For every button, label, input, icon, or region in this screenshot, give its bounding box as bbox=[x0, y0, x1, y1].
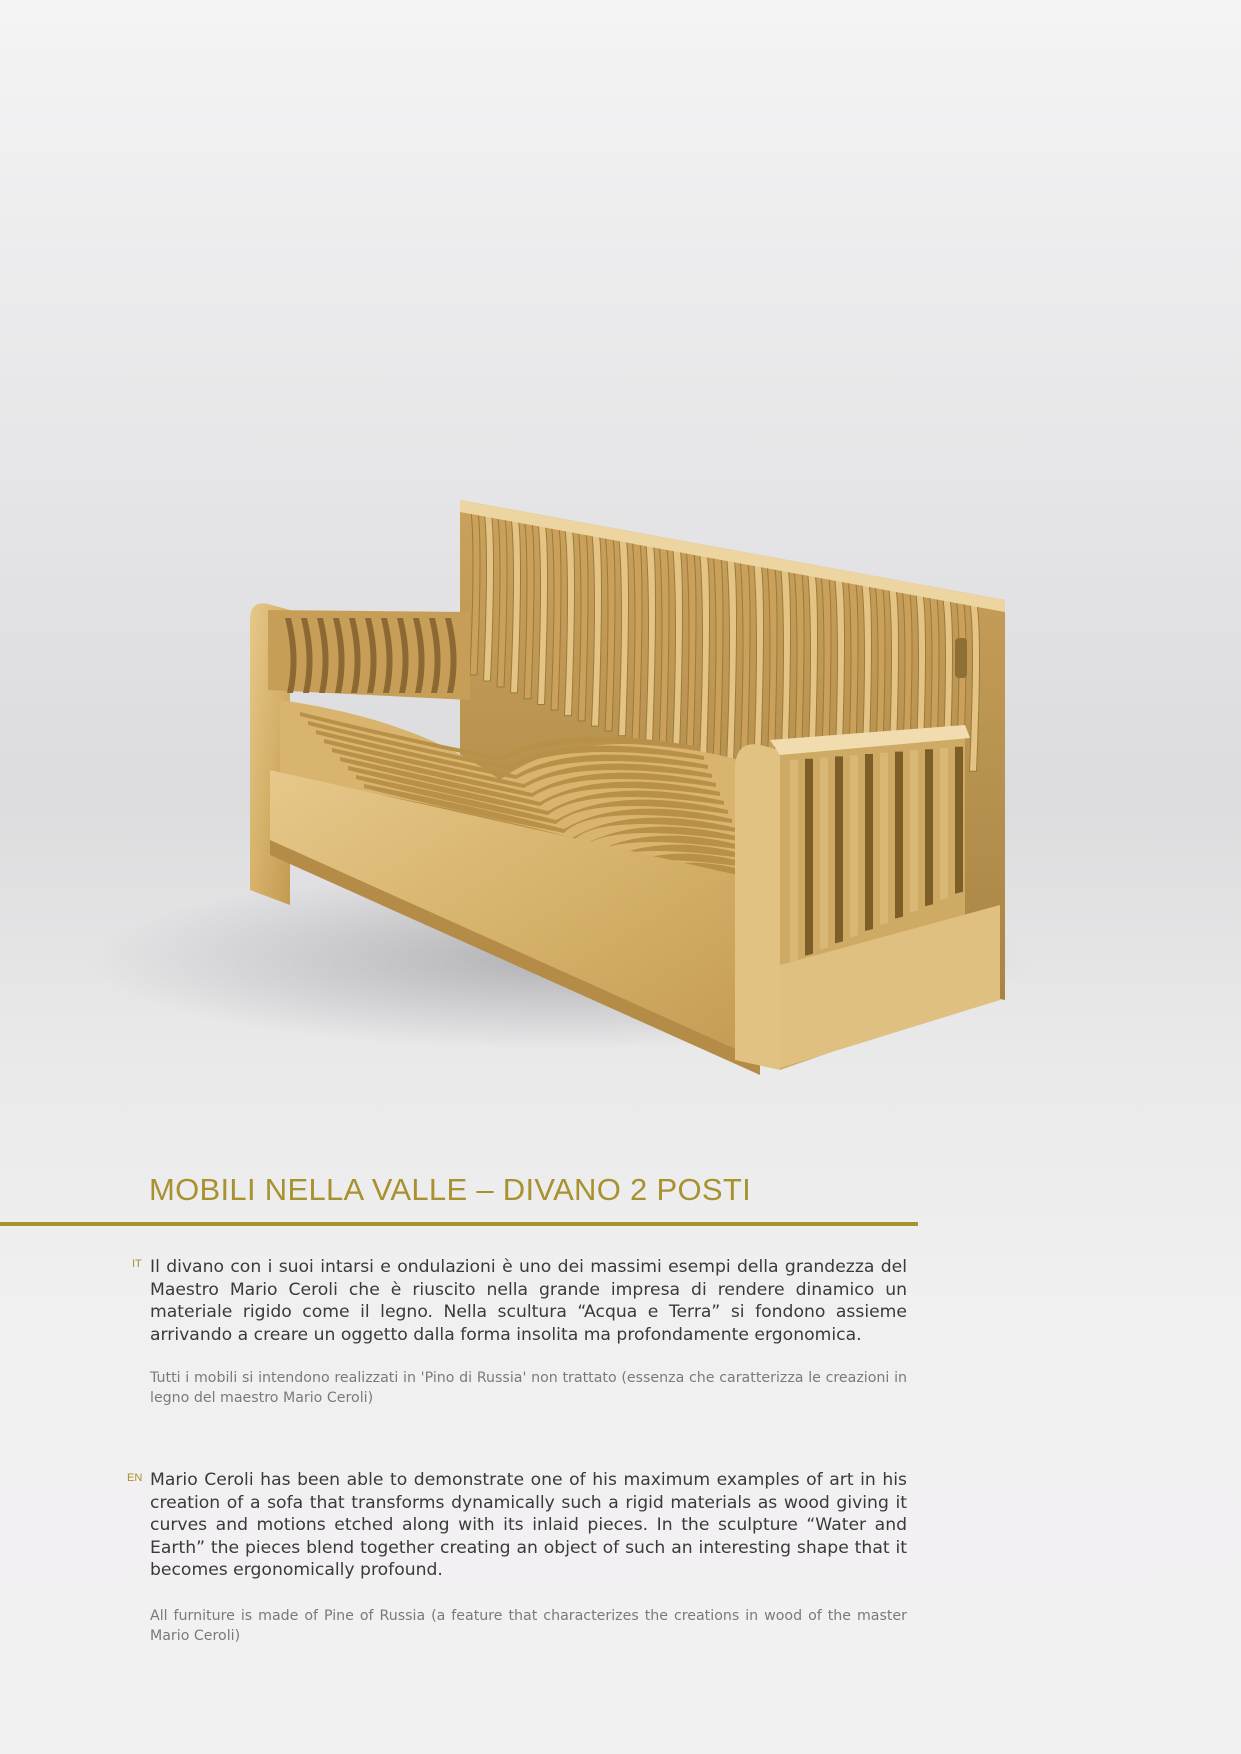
wood-slat bbox=[805, 759, 813, 956]
lang-label-it: IT bbox=[132, 1258, 142, 1270]
description-en: Mario Ceroli has been able to demonstrate one of his maximum examples of art in his creation of a sofa that transforms dynamically such a rigid materials as wood giving it curves and motions etched along with its inlaid pieces. In the sculpture “Water and Earth” the pieces blend together creating an object of such an interesting shape that it becomes ergonomically profound. bbox=[150, 1470, 907, 1580]
wood-slat bbox=[880, 753, 888, 925]
wood-slat bbox=[955, 747, 963, 894]
right-armrest bbox=[735, 744, 780, 1070]
wood-slat bbox=[910, 750, 918, 912]
wood-slat bbox=[850, 755, 858, 937]
material-note-it: Tutti i mobili si intendono realizzati in 'Pino di Russia' non trattato (essenza che caratterizza le creazioni in legno del maestro Mario Ceroli) bbox=[150, 1370, 907, 1406]
lang-label-en: EN bbox=[127, 1472, 143, 1484]
page-title: MOBILI NELLA VALLE – DIVANO 2 POSTI bbox=[149, 1172, 752, 1207]
description-it: Il divano con i suoi intarsi e ondulazioni è uno dei massimi esempi della grandezza del Maestro Mario Ceroli che è riuscito nella grande impresa di rendere dinamico un materiale rigido come il legno. Nella scultura “Acqua e Terra” si fondono assieme arrivando a creare un oggetto dalla forma insolita ma profondamente ergonomica. bbox=[150, 1257, 907, 1345]
wood-slat bbox=[940, 748, 948, 900]
material-note-en: All furniture is made of Pine of Russia (a feature that characterizes the creations in wood of the master Mario Ceroli) bbox=[150, 1608, 907, 1644]
wood-slat bbox=[820, 758, 828, 950]
wood-slat bbox=[925, 749, 933, 906]
wood-slat bbox=[865, 754, 873, 931]
wood-slat bbox=[835, 756, 843, 943]
title-divider bbox=[0, 1222, 918, 1226]
wood-slat bbox=[895, 752, 903, 919]
wood-slat bbox=[790, 760, 798, 962]
